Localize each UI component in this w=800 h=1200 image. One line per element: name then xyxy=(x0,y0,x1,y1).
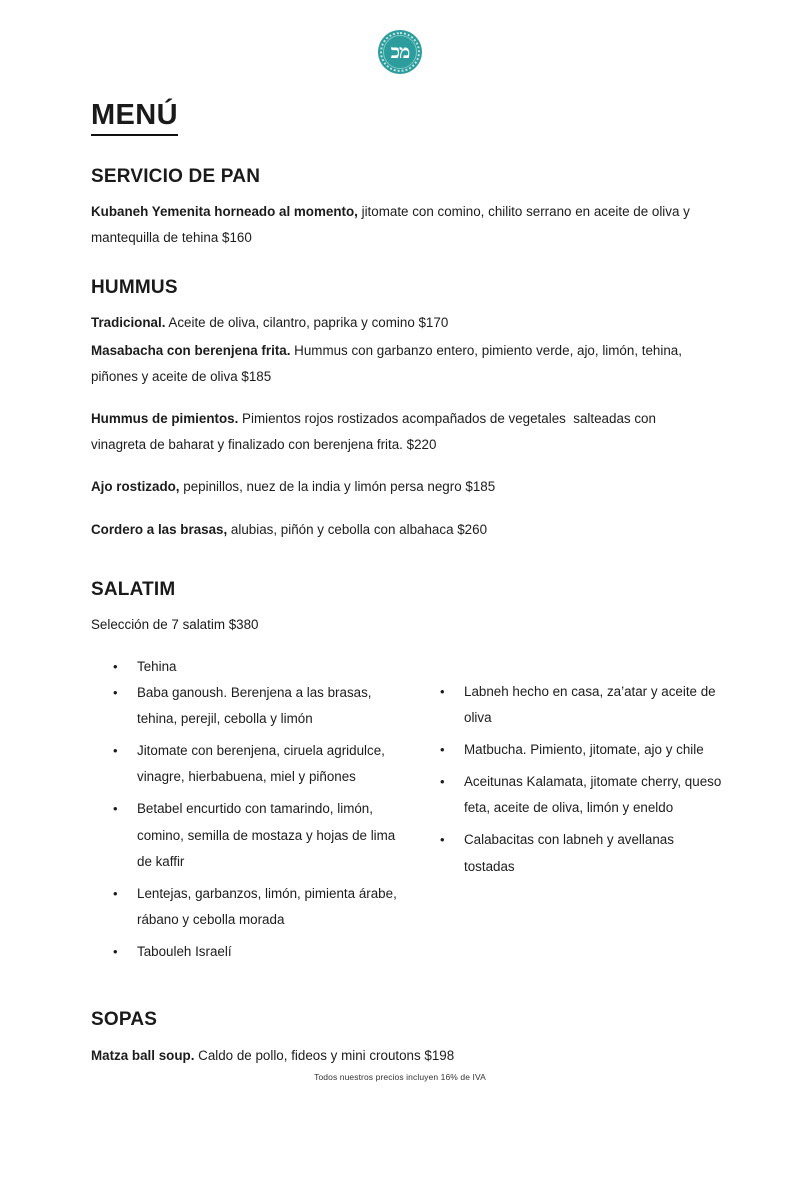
menu-item-description: Pimientos rojos rostizados acompañados de vegetales salteadas con vinagreta de baharat y finalizado con berenjena frita. $220 xyxy=(91,411,660,453)
menu-item-masabacha xyxy=(91,338,709,390)
page-title: MENÚ xyxy=(91,100,178,136)
menu-content xyxy=(91,99,722,1072)
list-item: • Labneh hecho en casa, za’atar y aceite de oliva xyxy=(436,679,726,731)
list-item: • Matbucha. Pimiento, jitomate, ajo y chile xyxy=(436,737,726,763)
salatim-selection-price: Selección de 7 salatim $380 xyxy=(91,616,259,632)
salatim-column-right xyxy=(436,679,726,886)
menu-item-cordero xyxy=(91,517,709,543)
section-heading-salatim: SALATIM xyxy=(91,578,176,600)
list-item: • Calabacitas con labneh y avellanas tostadas xyxy=(436,827,726,879)
section-bread xyxy=(91,166,709,251)
section-heading-bread: SERVICIO DE PAN xyxy=(91,165,261,187)
menu-item-tradicional xyxy=(91,310,709,336)
menu-item-description: Aceite de oliva, cilantro, paprika y comino $170 xyxy=(165,314,449,330)
list-item: • Baba ganoush. Berenjena a las brasas, tehina, perejil, cebolla y limón xyxy=(109,680,409,732)
menu-item-name: Matza ball soup. xyxy=(91,1048,195,1064)
section-heading-sopas: SOPAS xyxy=(91,1008,158,1030)
menu-item-description: Caldo de pollo, fideos y mini croutons $198 xyxy=(194,1048,455,1064)
menu-item-description: Hummus con garbanzo entero, pimiento verde, ajo, limón, tehina, piñones y aceite de oliva $185 xyxy=(91,342,686,385)
logo-container xyxy=(0,30,800,74)
menu-item-name: Cordero a las brasas, xyxy=(91,521,228,537)
footer-tax-note: Todos nuestros precios incluyen 16% de IVA xyxy=(314,1072,486,1082)
menu-item-ajo-rostizado xyxy=(91,474,709,500)
menu-item-hummus-pimientos xyxy=(91,406,709,458)
menu-item-description: pepinillos, nuez de la india y limón persa negro $185 xyxy=(179,479,496,495)
list-item: • Lentejas, garbanzos, limón, pimienta árabe, rábano y cebolla morada xyxy=(109,881,409,933)
menu-item-description: jitomate con comino, chilito serrano en aceite de oliva y mantequilla de tehina $160 xyxy=(91,203,694,245)
salatim-column-left xyxy=(109,654,409,972)
section-salatim xyxy=(91,578,722,999)
salatim-columns xyxy=(91,654,722,999)
list-item: • Aceitunas Kalamata, jitomate cherry, queso feta, aceite de oliva, limón y eneldo xyxy=(436,769,726,821)
restaurant-logo-icon xyxy=(378,30,422,74)
logo-monogram: מכ xyxy=(390,40,410,63)
menu-item-name: Hummus de pimientos. xyxy=(91,411,239,427)
menu-item-name: Tradicional. xyxy=(91,314,166,330)
list-item: • Jitomate con berenjena, ciruela agridulce, vinagre, hierbabuena, miel y piñones xyxy=(109,738,409,790)
menu-item-name: Masabacha con berenjena frita. xyxy=(91,342,291,358)
menu-item-name: Ajo rostizado, xyxy=(91,479,180,495)
salatim-list-left xyxy=(109,654,409,966)
section-heading-hummus: HUMMUS xyxy=(91,276,178,298)
menu-item-description: alubias, piñón y cebolla con albahaca $260 xyxy=(227,521,488,537)
salatim-list-right xyxy=(436,679,726,880)
list-item: • Betabel encurtido con tamarindo, limón, comino, semilla de mostaza y hojas de lima de kaffir xyxy=(109,796,409,874)
menu-item-name: Kubaneh Yemenita horneado al momento, xyxy=(91,203,358,219)
menu-item-kubaneh xyxy=(91,199,709,251)
section-hummus xyxy=(91,277,709,543)
menu-item-matza-ball-soup xyxy=(91,1043,709,1069)
section-sopas xyxy=(91,1009,709,1070)
list-item: • Tehina xyxy=(109,654,409,680)
list-item: • Tabouleh Israelí xyxy=(109,939,409,965)
